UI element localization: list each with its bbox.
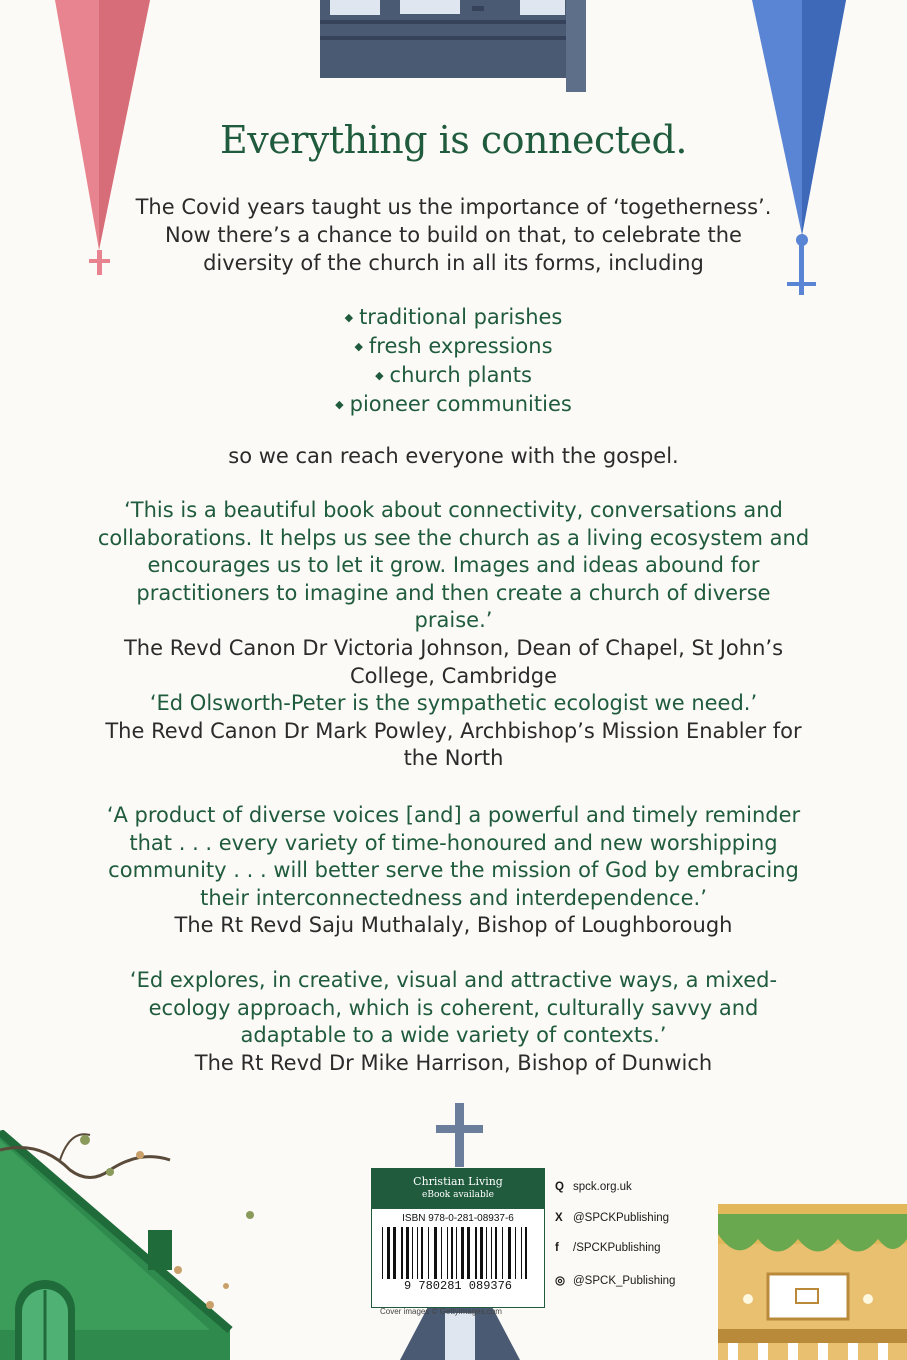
barcode-bar	[387, 1227, 390, 1279]
barcode-bar	[441, 1227, 442, 1279]
building-illustration	[320, 0, 590, 92]
list-item: ◆ church plants	[375, 363, 532, 387]
barcode-digits: 9 780281 089376	[403, 1279, 513, 1293]
barcode-bar	[515, 1227, 516, 1279]
barcode-bar	[434, 1227, 437, 1279]
category-label: Christian Living	[413, 1175, 503, 1188]
barcode-bar	[525, 1227, 527, 1279]
barcode-panel	[371, 1168, 545, 1308]
barcode-bar	[456, 1227, 457, 1279]
diamond-icon: ◆	[344, 311, 354, 324]
barcode-image	[378, 1227, 538, 1279]
barcode-bar	[401, 1227, 403, 1279]
cover-credit: Cover images © Gettyimages.com	[380, 1307, 502, 1316]
category-header	[372, 1169, 544, 1209]
barcode-bar	[495, 1227, 497, 1279]
list-item: ◆ fresh expressions	[354, 334, 553, 358]
endorsement-quote: ‘Ed Olsworth-Peter is the sympathetic ecologist we need.’	[149, 691, 758, 715]
endorsement-author: The Rt Revd Dr Mike Harrison, Bishop of Dunwich	[194, 1050, 713, 1075]
x-icon: X	[555, 1212, 563, 1224]
barcode-bar	[421, 1227, 423, 1279]
facebook-icon: f	[555, 1242, 559, 1254]
endorsement	[95, 690, 812, 773]
endorsement	[95, 802, 812, 940]
endorsement	[95, 967, 812, 1077]
barcode-bar	[486, 1227, 487, 1279]
barcode-bar	[475, 1227, 477, 1279]
barcode-bar	[428, 1227, 429, 1279]
endorsement-quote: ‘This is a beautiful book about connectivity, conversations and collaborations. It helps us see the church as a living ecosystem and encourages us to let it grow. Images and ideas abound for practitioners to imagine and then create a church of diverse praise.’	[97, 498, 810, 633]
instagram-link[interactable]: ◎ @SPCK_Publishing	[555, 1275, 676, 1287]
instagram-icon: ◎	[555, 1275, 566, 1287]
barcode-bar	[461, 1227, 464, 1279]
barcode-bar	[393, 1227, 396, 1279]
barcode-bar	[508, 1227, 511, 1279]
page-heading: Everything is connected.	[220, 118, 687, 162]
facebook-link[interactable]: f /SPCKPublishing	[555, 1242, 661, 1254]
intro-paragraph: The Covid years taught us the importance of ‘togetherness’. Now there’s a chance to build on that, to celebrate the diversity of the church in all its forms, including	[135, 195, 772, 275]
barcode-bar	[412, 1227, 413, 1279]
barcode-bar	[491, 1227, 492, 1279]
endorsement-quote: ‘Ed explores, in creative, visual and attractive ways, a mixed-ecology approach, which is coherent, culturally savvy and adaptable to a wide variety of contexts.’	[129, 968, 778, 1048]
barcode-bar	[382, 1227, 383, 1279]
barcode-bar	[451, 1227, 453, 1279]
shop-awning-illustration	[718, 1204, 907, 1360]
green-house-illustration	[0, 1130, 270, 1360]
diamond-icon: ◆	[354, 340, 363, 353]
closing-line: so we can reach everyone with the gospel.	[228, 444, 679, 468]
list-item: ◆ traditional parishes	[344, 305, 563, 329]
endorsement-author: The Rt Revd Saju Muthalaly, Bishop of Loughborough	[174, 913, 733, 938]
barcode-bar	[480, 1227, 483, 1279]
endorsement-author: The Revd Canon Dr Victoria Johnson, Dean of Chapel, St John’s College, Cambridge	[123, 635, 784, 688]
barcode-bar	[417, 1227, 418, 1279]
x-link[interactable]: X @SPCKPublishing	[555, 1212, 670, 1224]
isbn-number: ISBN 978-0-281-08937-6	[402, 1213, 514, 1224]
diamond-icon: ◆	[335, 398, 344, 411]
barcode-bar	[467, 1227, 470, 1279]
barcode-bar	[502, 1227, 503, 1279]
barcode-bar	[447, 1227, 448, 1279]
website-link[interactable]: Q spck.org.uk	[555, 1181, 632, 1193]
endorsement	[95, 497, 812, 690]
list-item: ◆ pioneer communities	[335, 392, 572, 416]
barcode-bar	[521, 1227, 522, 1279]
search-icon: Q	[555, 1181, 564, 1193]
endorsement-author: The Revd Canon Dr Mark Powley, Archbishop’s Mission Enabler for the North	[105, 718, 802, 771]
barcode-bar	[406, 1227, 409, 1279]
ebook-label: eBook available	[422, 1190, 494, 1200]
diamond-icon: ◆	[375, 369, 384, 382]
bullet-list	[0, 303, 907, 419]
endorsement-quote: ‘A product of diverse voices [and] a powerful and timely reminder that . . . every variety of time-honoured and new worshipping community . . . will better serve the mission of God by embracing their interconnectedness and interdependence.’	[106, 803, 801, 910]
